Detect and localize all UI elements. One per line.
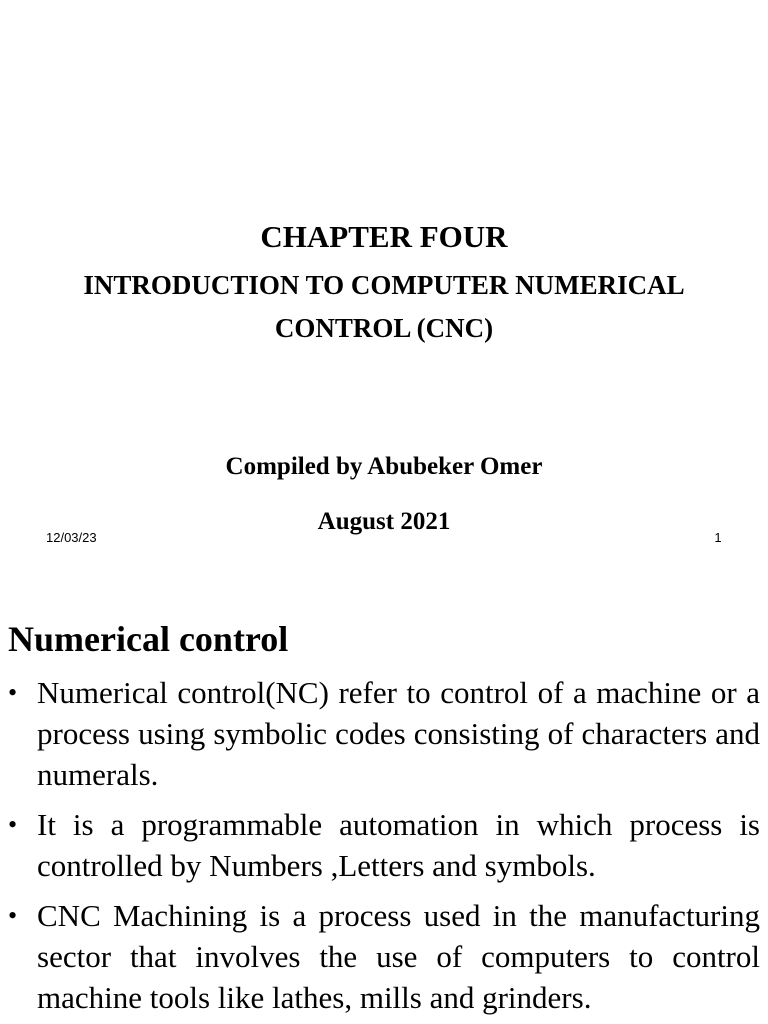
bullet-text: CNC Machining is a process used in the manufacturing sector that involves the use of computers to control machine tools like lathes, mills and grinders. (37, 898, 760, 1015)
section-heading: Numerical control (8, 619, 289, 659)
list-item (0, 895, 768, 1018)
content-slide (0, 576, 768, 1024)
bullet-marker: • (8, 678, 18, 707)
date-line: August 2021 (317, 508, 451, 535)
page-number: 1 (714, 530, 722, 545)
list-item (0, 672, 768, 795)
chapter-subtitle: INTRODUCTION TO COMPUTER NUMERICAL CONTROL (CNC) (83, 270, 685, 343)
footer-date: 12/03/23 (46, 530, 97, 545)
list-item (0, 804, 768, 886)
bullet-text: It is a programmable automation in which process is controlled by Numbers ,Letters and symbols. (37, 807, 760, 883)
bullet-marker: • (8, 901, 18, 930)
chapter-title: CHAPTER FOUR (260, 219, 508, 254)
bullet-text: Numerical control(NC) refer to control of a machine or a process using symbolic codes consisting of characters and numerals. (37, 675, 760, 792)
author-line: Compiled by Abubeker Omer (225, 453, 543, 480)
bullet-list (0, 672, 768, 1024)
bullet-marker: • (8, 810, 18, 839)
